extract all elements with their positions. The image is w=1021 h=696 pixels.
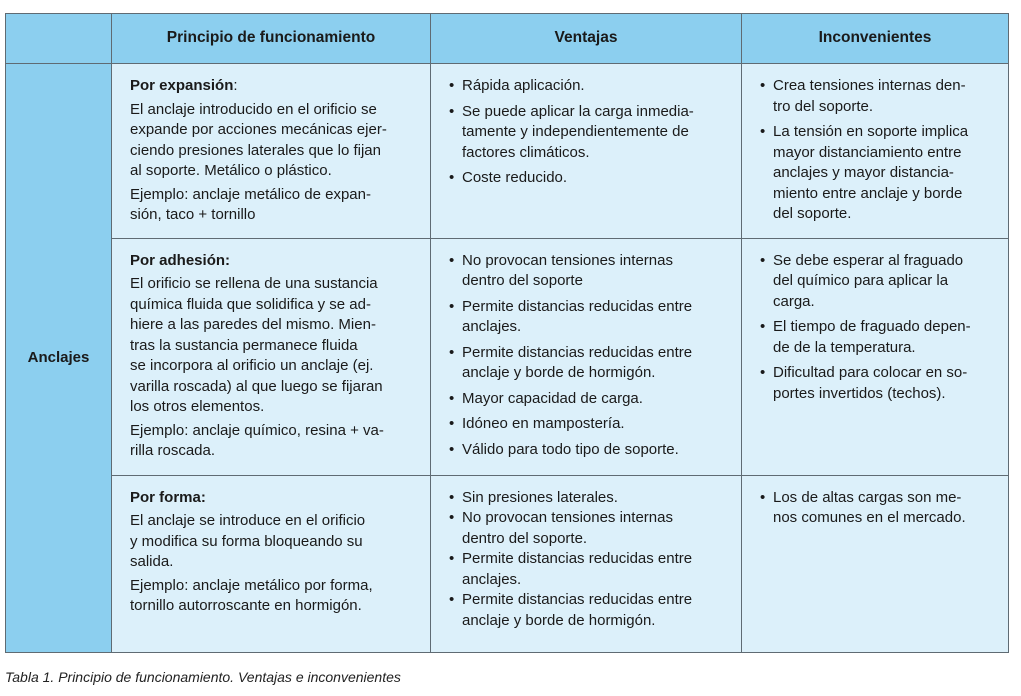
list-item: • Permite distancias reducidas entre anclaje y borde de hormigón. bbox=[449, 590, 723, 631]
table-caption: Tabla 1. Principio de funcionamiento. Ventajas e inconvenientes bbox=[5, 669, 401, 685]
table-row bbox=[6, 475, 1009, 652]
list-item: • La tensión en soporte implica mayor distanciamiento entre anclajes y mayor distancia- miento entre anclaje y borde del soporte. bbox=[760, 122, 990, 225]
title-suffix: : bbox=[233, 77, 238, 94]
table-row bbox=[6, 238, 1009, 475]
list-item: • El tiempo de fraguado depen- de de la temperatura. bbox=[760, 317, 990, 358]
header-inconvenientes: Inconvenientes bbox=[742, 14, 1009, 64]
list-item: • No provocan tensiones internas dentro del soporte. bbox=[449, 508, 723, 549]
principle-paragraph: Ejemplo: anclaje químico, resina + va- rilla roscada. bbox=[130, 421, 384, 459]
list-item: • Mayor capacidad de carga. bbox=[449, 389, 723, 410]
inconvenientes-list bbox=[760, 488, 990, 529]
list-item: • Los de altas cargas son me- nos comunes en el mercado. bbox=[760, 488, 990, 529]
ventajas-list bbox=[449, 488, 723, 632]
principle-paragraph: El anclaje introducido en el orificio se expande por acciones mecánicas ejer- ciendo presiones laterales que lo fijan al soporte. Metálico o plástico. bbox=[130, 100, 387, 179]
ventajas-list bbox=[449, 251, 723, 461]
principle-paragraph: El orificio se rellena de una sustancia química fluida que solidifica y se ad- hiere a las paredes del mismo. Mien- tras la sustancia permanece fluida se incorpora al orificio un anclaje (ej. varilla roscada) al que luego se fijaran los otros elementos. bbox=[130, 275, 383, 415]
list-item: • No provocan tensiones internas dentro del soporte bbox=[449, 251, 723, 292]
list-item: • Válido para todo tipo de soporte. bbox=[449, 440, 723, 461]
side-label: Anclajes bbox=[6, 64, 112, 653]
ventajas-cell bbox=[431, 64, 742, 239]
list-item: • Crea tensiones internas den- tro del soporte. bbox=[760, 76, 990, 117]
principle-cell bbox=[112, 64, 431, 239]
header-principio: Principio de funcionamiento bbox=[112, 14, 431, 64]
principle-title-text: Por forma: bbox=[130, 488, 206, 506]
principle-title bbox=[130, 76, 412, 97]
ventajas-list bbox=[449, 76, 723, 189]
inconvenientes-cell bbox=[742, 238, 1009, 475]
principle-paragraph: El anclaje se introduce en el orificio y modifica su forma bloqueando su salida. bbox=[130, 512, 366, 570]
table-row bbox=[6, 64, 1009, 239]
inconvenientes-list bbox=[760, 251, 990, 405]
inconvenientes-cell bbox=[742, 475, 1009, 652]
list-item: • Permite distancias reducidas entre anclajes. bbox=[449, 297, 723, 338]
list-item: • Coste reducido. bbox=[449, 168, 723, 189]
principle-title bbox=[130, 488, 412, 509]
list-item: • Se debe esperar al fraguado del químico para aplicar la carga. bbox=[760, 251, 990, 313]
list-item: • Se puede aplicar la carga inmedia- tamente y independientemente de factores climáticos. bbox=[449, 102, 723, 164]
ventajas-cell bbox=[431, 238, 742, 475]
header-ventajas: Ventajas bbox=[431, 14, 742, 64]
principle-title bbox=[130, 251, 412, 272]
ventajas-cell bbox=[431, 475, 742, 652]
header-row bbox=[6, 14, 1009, 64]
list-item: • Permite distancias reducidas entre anclaje y borde de hormigón. bbox=[449, 343, 723, 384]
inconvenientes-cell bbox=[742, 64, 1009, 239]
list-item: • Dificultad para colocar en so- portes invertidos (techos). bbox=[760, 363, 990, 404]
anchors-table bbox=[5, 13, 1009, 653]
inconvenientes-list bbox=[760, 76, 990, 225]
list-item: • Permite distancias reducidas entre anclajes. bbox=[449, 549, 723, 590]
principle-paragraph: Ejemplo: anclaje metálico por forma, tornillo autorroscante en hormigón. bbox=[130, 576, 373, 614]
principle-title-text: Por adhesión: bbox=[130, 251, 231, 269]
principle-cell bbox=[112, 238, 431, 475]
list-item: • Idóneo en mampostería. bbox=[449, 414, 723, 435]
header-empty bbox=[6, 14, 112, 64]
principle-cell bbox=[112, 475, 431, 652]
principle-title-text: Por expansión bbox=[130, 77, 234, 94]
list-item: • Sin presiones laterales. bbox=[449, 488, 723, 509]
principle-paragraph: Ejemplo: anclaje metálico de expan- sión, taco + tornillo bbox=[130, 185, 371, 223]
list-item: • Rápida aplicación. bbox=[449, 76, 723, 97]
